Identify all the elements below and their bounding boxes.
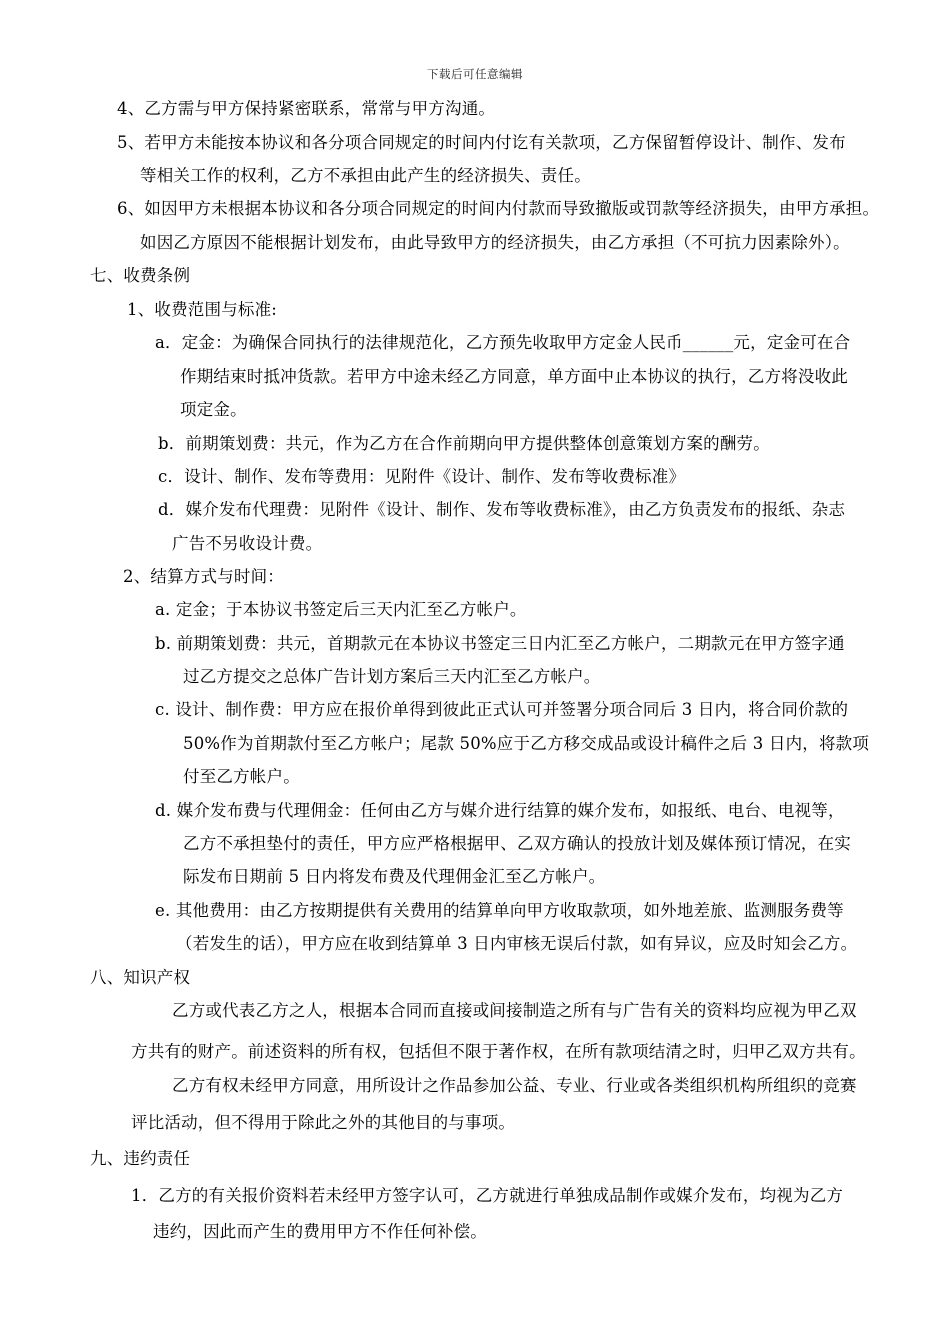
clause-line: 等相关工作的权利，乙方不承担由此产生的经济损失、责任。 — [140, 166, 591, 185]
clause-line: 违约，因此而产生的费用甲方不作任何补偿。 — [153, 1222, 487, 1241]
clause-line: 1．乙方的有关报价资料若未经甲方签字认可，乙方就进行单独成品制作或媒介发布，均视为乙方 — [131, 1186, 844, 1205]
subsection-heading: 2、结算方式与时间： — [123, 567, 284, 586]
section-heading: 七、收费条例 — [90, 266, 191, 285]
clause-line: 6、如因甲方未根据本协议和各分项合同规定的时间内付款而导致撤版或罚款等经济损失，由甲方承担。 — [117, 199, 880, 218]
clause-line: d．媒介发布代理费：见附件《设计、制作、发布等收费标准》，由乙方负责发布的报纸、杂志 — [158, 500, 846, 519]
section-heading: 九、违约责任 — [90, 1149, 191, 1168]
clause-line: b．前期策划费：共元，作为乙方在合作前期向甲方提供整体创意策划方案的酬劳。 — [158, 434, 770, 453]
clause-line: 50%作为首期款付至乙方帐户；尾款 50%应于乙方移交成品或设计稿件之后 3 日内，将款项 — [183, 734, 870, 753]
paragraph-line: 乙方有权未经甲方同意，用所设计之作品参加公益、专业、行业或各类组织机构所组织的竞赛 — [172, 1076, 857, 1095]
clause-line: 5、若甲方未能按本协议和各分项合同规定的时间内付讫有关款项，乙方保留暂停设计、制作、发布 — [117, 133, 846, 152]
paragraph-line: 乙方或代表乙方之人，根据本合同而直接或间接制造之所有与广告有关的资料均应视为甲乙双 — [172, 1001, 857, 1020]
paragraph-line: 方共有的财产。前述资料的所有权，包括但不限于著作权，在所有款项结清之时，归甲乙双方共有。 — [131, 1042, 866, 1061]
clause-line: 付至乙方帐户。 — [183, 767, 300, 786]
clause-line: 过乙方提交之总体广告计划方案后三天内汇至乙方帐户。 — [183, 667, 601, 686]
clause-line: 乙方不承担垫付的责任，甲方应严格根据甲、乙双方确认的投放计划及媒体预订情况，在实 — [183, 834, 851, 853]
clause-line: a．定金：为确保合同执行的法律规范化，乙方预先收取甲方定金人民币______元，定金可在合 — [155, 333, 851, 352]
clause-line: c．设计、制作、发布等费用：见附件《设计、制作、发布等收费标准》 — [158, 467, 686, 486]
clause-line: 项定金。 — [180, 400, 247, 419]
clause-line: 4、乙方需与甲方保持紧密联系，常常与甲方沟通。 — [117, 99, 496, 118]
clause-line: d. 媒介发布费与代理佣金：任何由乙方与媒介进行结算的媒介发布，如报纸、电台、电视等， — [155, 801, 845, 820]
clause-line: c. 设计、制作费：甲方应在报价单得到彼此正式认可并签署分项合同后 3 日内，将合同价款的 — [155, 700, 849, 719]
clause-line: （若发生的话），甲方应在收到结算单 3 日内审核无误后付款，如有异议，应及时知会乙方。 — [176, 934, 858, 953]
clause-line: 广告不另收设计费。 — [172, 534, 323, 553]
clause-line: a. 定金；于本协议书签定后三天内汇至乙方帐户。 — [155, 600, 527, 619]
page-header: 下载后可任意编辑 — [427, 67, 523, 81]
subsection-heading: 1、收费范围与标准: — [127, 300, 278, 319]
section-heading: 八、知识产权 — [90, 968, 191, 987]
clause-line: 作期结束时抵冲货款。若甲方中途未经乙方同意，单方面中止本协议的执行，乙方将没收此 — [180, 367, 848, 386]
clause-line: b. 前期策划费：共元，首期款元在本协议书签定三日内汇至乙方帐户，二期款元在甲方签字通 — [155, 634, 845, 653]
paragraph-line: 评比活动，但不得用于除此之外的其他目的与事项。 — [131, 1113, 516, 1132]
clause-line: e. 其他费用：由乙方按期提供有关费用的结算单向甲方收取款项，如外地差旅、监测服务费等 — [155, 901, 844, 920]
clause-line: 际发布日期前 5 日内将发布费及代理佣金汇至乙方帐户。 — [183, 867, 606, 886]
clause-line: 如因乙方原因不能根据计划发布，由此导致甲方的经济损失，由乙方承担（不可抗力因素除外）。 — [140, 233, 850, 252]
